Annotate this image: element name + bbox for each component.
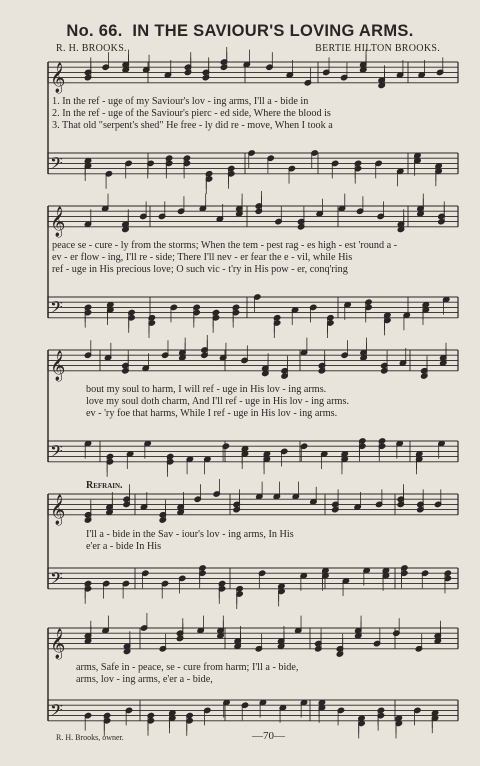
clef-glyph: 𝄞 [50, 62, 66, 93]
copyright-owner: R. H. Brooks, owner. [56, 733, 124, 742]
lyricist-credit: R. H. BROOKS. [56, 43, 127, 54]
clef-glyph: 𝄢 [50, 699, 63, 724]
lyric-line: I'll a - bide in the Sav - iour's lov - ing arms, In His [86, 529, 294, 540]
lyric-line: arms, lov - ing arms, e'er a - bide, [76, 673, 213, 685]
lyric-line: ev - er flow - ing, I'll re - side; There I'll nev - er fear the e - vil, while His [52, 251, 353, 263]
hymn-title: IN THE SAVIOUR'S LOVING ARMS. [132, 22, 414, 40]
lyric-line: peace se - cure - ly from the storms; When the tem - pest rag - es high - est 'round a - [52, 240, 398, 251]
lyric-line: bout my soul to harm, I will ref - uge in His lov - ing arms. [86, 384, 327, 395]
lyric-line: 2. In the ref - uge of the Saviour's pierc - ed side, Where the blood is [52, 107, 331, 119]
hymn-number: No. 66. [66, 22, 123, 40]
lyrics-system-1 [52, 96, 457, 131]
refrain-label: Refrain. [86, 480, 123, 491]
lyrics-system-3 [86, 384, 456, 419]
lyrics-system-5 [76, 662, 456, 686]
clef-glyph: 𝄞 [50, 494, 66, 525]
lyric-line: e'er a - bide In His [86, 540, 162, 552]
clef-glyph: 𝄞 [50, 628, 66, 659]
lyric-line: arms, Safe in - peace, se - cure from harm; I'll a - bide, [76, 662, 299, 673]
clef-glyph: 𝄞 [50, 206, 66, 237]
lyric-line: ref - uge in His precious love; O such vic - t'ry in His pow - er, conq'ring [52, 263, 348, 275]
lyric-line: 1. In the ref - uge of my Saviour's lov - ing arms, I'll a - bide in [52, 96, 309, 107]
clef-glyph: 𝄞 [50, 350, 66, 381]
lyrics-system-2 [52, 240, 457, 275]
clef-glyph: 𝄢 [50, 296, 63, 321]
clef-glyph: 𝄢 [50, 567, 63, 592]
lyric-line: love my soul doth charm, And I'll ref - uge in His lov - ing arms. [86, 395, 349, 407]
clef-glyph: 𝄢 [50, 440, 63, 465]
lyric-line: 3. That old "serpent's shed" He free - ly did re - move, When I took a [52, 119, 333, 131]
lyric-line: ev - 'ry foe that harms, While I ref - uge in His lov - ing arms. [86, 407, 338, 419]
page-number: —70— [252, 730, 285, 742]
clef-glyph: 𝄢 [50, 152, 63, 177]
composer-credit: BERTIE HILTON BROOKS. [315, 43, 440, 54]
lyrics-system-4 [86, 529, 456, 553]
